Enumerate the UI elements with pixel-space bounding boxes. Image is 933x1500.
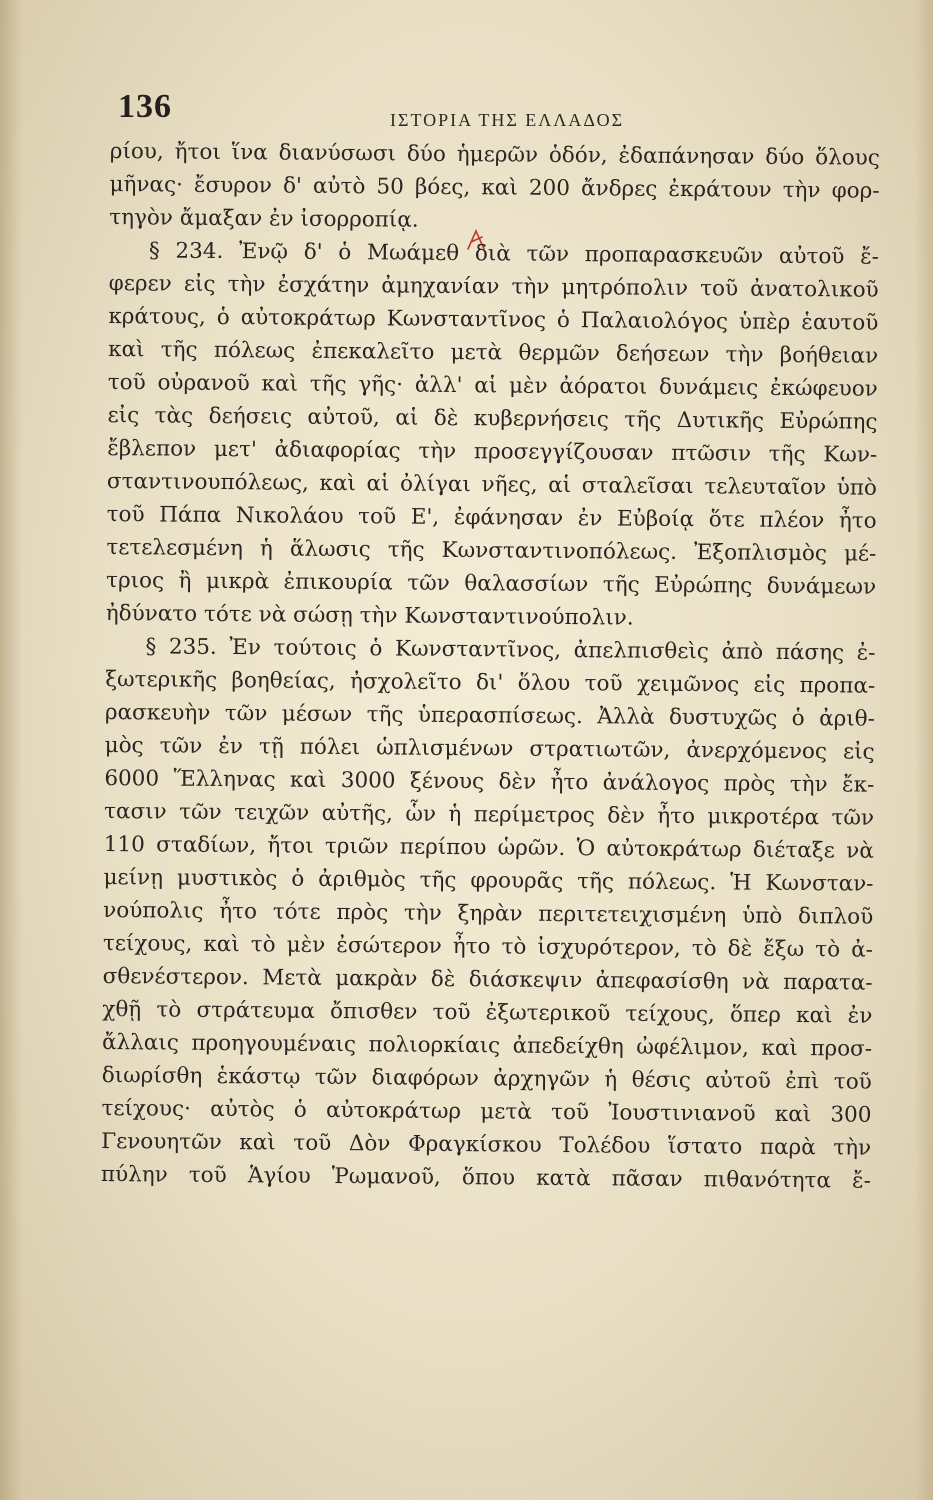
text-line: σταντινουπόλεως, καὶ αἱ ὀλίγαι νῆες, αἱ σταλεῖσαι τελευταῖον ὑπὸ xyxy=(106,468,878,501)
text-line: ἠδύνατο τότε νὰ σώσῃ τὴν Κωνσταντινούπολιν. xyxy=(105,600,634,631)
text-line: τοῦ Πάπα Νικολάου τοῦ Ε', ἐφάνησαν ἐν Εὐβοίᾳ ὅτε πλέον ἦτο xyxy=(106,501,877,534)
text-line: τασιν τῶν τειχῶν αὐτῆς, ὧν ἡ περίμετρος δὲν ἦτο μικροτέρα τῶν xyxy=(103,798,875,831)
text-line: 110 σταδίων, ἤτοι τριῶν περίπου ὡρῶν. Ὁ αὐτοκράτωρ διέταξε νὰ xyxy=(103,831,874,864)
text-line: πύλην τοῦ Ἁγίου Ῥωμανοῦ, ὅπου κατὰ πᾶσαν πιθανότητα ἔ- xyxy=(100,1161,872,1194)
text-line: μὸς τῶν ἐν τῇ πόλει ὡπλισμένων στρατιωτῶν, ἀνερχόμενος εἰς xyxy=(104,732,875,765)
text-line: Γενουητῶν καὶ τοῦ Δὸν Φραγκίσκου Τολέδου ἵστατο παρὰ τὴν xyxy=(101,1128,872,1161)
text-line: καὶ τῆς πόλεως ἐπεκαλεῖτο μετὰ θερμῶν δεήσεων τὴν βοήθειαν xyxy=(108,336,879,369)
text-line: διωρίσθη ἑκάστῳ τῶν διαφόρων ἀρχηγῶν ἡ θέσις αὐτοῦ ἐπὶ τοῦ xyxy=(101,1062,872,1095)
text-line: τείχους· αὐτὸς ὁ αὐτοκράτωρ μετὰ τοῦ Ἰουστινιανοῦ καὶ 300 xyxy=(101,1095,872,1128)
text-line: κράτους, ὁ αὐτοκράτωρ Κωνσταντῖνος ὁ Παλαιολόγος ὑπὲρ ἑαυτοῦ xyxy=(108,303,879,336)
running-head: ΙΣΤΟΡΙΑ ΤΗΣ ΕΛΛΑΔΟΣ xyxy=(390,110,625,130)
text-line: εἰς τὰς δεήσεις αὐτοῦ, αἱ δὲ κυβερνήσεις τῆς Δυτικῆς Εὐρώπης xyxy=(107,402,878,435)
text-line: σθενέστερον. Μετὰ μακρὰν δὲ διάσκεψιν ἀπεφασίσθη νὰ παρατα- xyxy=(102,963,873,996)
text-line: ἄλλαις προηγουμέναις πολιορκίαις ἀπεδείχθη ὠφέλιμον, καὶ προσ- xyxy=(101,1029,873,1062)
text-line: νούπολις ἦτο τότε πρὸς τὴν ξηρὰν περιτετειχισμένη ὑπὸ διπλοῦ xyxy=(103,897,874,930)
text-line: ξωτερικῆς βοηθείας, ἠσχολεῖτο δι' ὅλου τοῦ χειμῶνος εἰς προπα- xyxy=(105,666,876,699)
text-line: φερεν εἰς τὴν ἐσχάτην ἀμηχανίαν τὴν μητρόπολιν τοῦ ἀνατολικοῦ xyxy=(108,270,879,303)
body-text xyxy=(101,135,880,1198)
text-line: τηγὸν ἄμαξαν ἐν ἰσορροπίᾳ. xyxy=(109,204,419,233)
section-heading-line: § 235. Ἐν τούτοις ὁ Κωνσταντῖνος, ἀπελπισθεὶς ἀπὸ πάσης ἐ- xyxy=(145,634,876,666)
text-line: μῆνας· ἔσυρον δ' αὐτὸ 50 βόες, καὶ 200 ἄνδρες ἐκράτουν τὴν φορ- xyxy=(109,171,880,204)
text-line: ἔβλεπον μετ' ἀδιαφορίας τὴν προσεγγίζουσαν πτῶσιν τῆς Κων- xyxy=(107,435,878,468)
text-line: μείνῃ μυστικὸς ὁ ἀριθμὸς τῆς φρουρᾶς τῆς πόλεως. Ἡ Κωνσταν- xyxy=(103,864,874,897)
page-number: 136 xyxy=(118,88,172,125)
page-header xyxy=(118,88,878,138)
page-edge-shadow-right xyxy=(915,0,933,1500)
section-heading-line: § 234. Ἐνῷ δ' ὁ Μωάμεθ διὰ τῶν προπαρασκευῶν αὐτοῦ ἔ- xyxy=(148,238,880,270)
text-line: ρασκευὴν τῶν μέσων τῆς ὑπερασπίσεως. Ἀλλὰ δυστυχῶς ὁ ἀριθ- xyxy=(104,699,876,732)
text-line: χθῇ τὸ στράτευμα ὄπισθεν τοῦ ἐξωτερικοῦ τείχους, ὅπερ καὶ ἐν xyxy=(102,996,873,1029)
text-line: 6000 Ἕλληνας καὶ 3000 ξένους δὲν ἦτο ἀνάλογος πρὸς τὴν ἔκ- xyxy=(104,765,875,798)
text-line: ρίου, ἤτοι ἵνα διανύσωσι δύο ἡμερῶν ὁδόν, ἐδαπάνησαν δύο ὅλους xyxy=(109,138,880,171)
page-edge-shadow-left xyxy=(0,0,22,1500)
text-line: τείχους, καὶ τὸ μὲν ἐσώτερον ἦτο τὸ ἰσχυρότερον, τὸ δὲ ἔξω τὸ ἀ- xyxy=(102,930,874,963)
text-line: τριος ἢ μικρὰ ἐπικουρία τῶν θαλασσίων τῆς Εὐρώπης δυνάμεων xyxy=(106,567,877,600)
text-line: τοῦ οὐρανοῦ καὶ τῆς γῆς· ἀλλ' αἱ μὲν ἀόρατοι δυνάμεις ἐκώφευον xyxy=(107,369,878,402)
text-line: τετελεσμένη ἡ ἅλωσις τῆς Κωνσταντινοπόλεως. Ἐξοπλισμὸς μέ- xyxy=(106,534,877,567)
